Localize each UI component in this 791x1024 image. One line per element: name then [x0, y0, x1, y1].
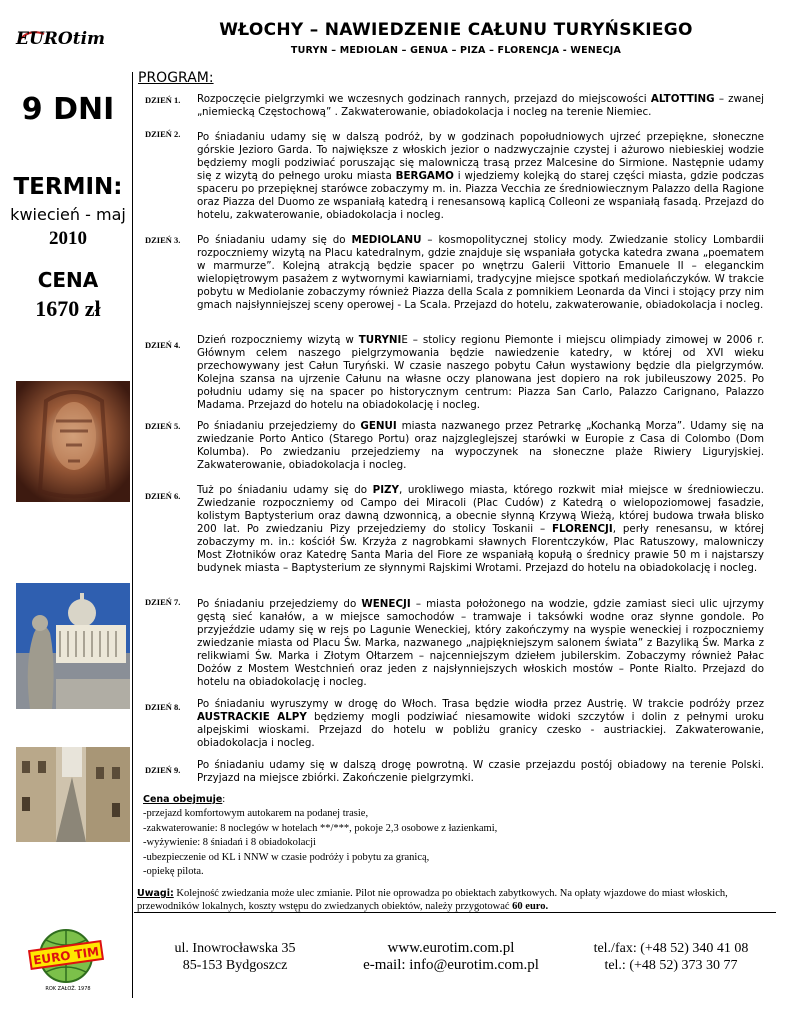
day-label: DZIEŃ 6. [145, 491, 181, 501]
notes-label: Uwagi: [137, 888, 174, 899]
page-title: WŁOCHY – NAWIEDZENIE CAŁUNU TURYŃSKIEGO [219, 20, 693, 40]
brand-logo-text: EUROtim [16, 29, 106, 49]
destination-name: GENUI [360, 420, 397, 432]
day-label: DZIEŃ 3. [145, 235, 181, 245]
includes-item: -ubezpieczenie od KL i NNW w czasie podróży i pobytu za granicą, [143, 851, 430, 863]
day-description [197, 131, 764, 222]
day-text-segment: Dzień rozpoczniemy wizytą w [197, 334, 359, 346]
day-label: DZIEŃ 7. [145, 597, 181, 607]
includes-item: -zakwaterowanie: 8 noclegów w hotelach **/***, pokoje 2,3 osobowe z łazienkami, [143, 822, 498, 834]
website-link[interactable]: www.eurotim.com.pl [387, 940, 515, 956]
day-text-segment: Tuż po śniadaniu udamy się do [197, 484, 373, 496]
day-description [197, 93, 764, 119]
day-text-segment: , perły renesansu, w której zobaczymy m. in.: kościół Św. Krzyża z nagrobkami sławnych Florentczyków, Plac Ratuszowy, malowniczy Most Złotników oraz Katedrę Santa Maria del Fiore ze wspaniałą kopułą o średnicy prawie 50 m i najstarszy budynek miasta – Baptysterium ze słynnymi Rajskimi Wrotami. Przejazd do hotelu na obiadokolację i nocleg. [197, 523, 764, 575]
destination-name: TURYNI [358, 334, 402, 346]
day-label: DZIEŃ 1. [145, 95, 181, 105]
destination-name: MEDIOLANU [351, 234, 422, 246]
day-text-segment: Po śniadaniu wyruszymy w drogę do Włoch. Trasa będzie wiodła przez Austrię. W trakcie podróży przez [197, 698, 764, 710]
price-value: 1670 zł [35, 296, 101, 321]
term-months: kwiecień - maj [10, 205, 126, 224]
day-description [197, 334, 764, 412]
phone: tel.: (+48 52) 373 30 77 [604, 958, 738, 973]
includes-item: -przejazd komfortowym autokarem na podanej trasie, [143, 808, 369, 820]
day-label: DZIEŃ 4. [145, 340, 181, 350]
contact-web [336, 940, 566, 974]
day-text-segment: Po śniadaniu przejedziemy do [197, 420, 361, 432]
includes-item: -wyżywienie: 8 śniadań i 8 obiadokolacji [143, 837, 316, 849]
destination-name: ALTOTTING [650, 93, 715, 105]
day-text-segment: Po śniadaniu udamy się w dalszą drogę powrotną. W czasie przejazdu postój obiadowy na terenie Polski. Przyjazd na miejsce zbiórki. Zakończenie pielgrzymki. [197, 759, 764, 785]
day-text-segment: , urokliwego miasta, którego rozkwit miał miejsce w średniowieczu. Zwiedzanie rozpoczniemy od Campo dei Miracoli (Plac Cudów) z Katedrą o wielopoziomowej fasadzie, kolistym Baptysterium oraz dawną dzwonnicą, a obecnie słynną Krzywą Wieżą, której budowa trwała blisko 200 lat. Po zwiedzaniu Pizy przejedziemy do stolicy Toskanii – [197, 484, 765, 536]
basilica-photo [16, 583, 130, 709]
day-text-segment: Po śniadaniu udamy się w dalszą podróż, by w godzinach popołudniowych ujrzeć przepiękne, słoneczne górskie Jezioro Garda. To największe z włoskich jezior o nadzwyczajnie czystej i ażurowo niebieskiej wodzie będziemy mogli podziwiać poruszając się malowniczą trasą przez Malcesine do Sirmione. Następnie udamy się z wizytą do pełnego uroku miasta [197, 131, 764, 183]
address [150, 940, 320, 974]
street-photo [16, 747, 130, 842]
footer-logo-sub: ROK ZAŁOŻ. 1978 [45, 986, 91, 992]
day-text-segment: Po śniadaniu udamy się do [197, 234, 352, 246]
day-text-segment: – zwanej „niemiecką Częstochową” . Zakwaterowanie, obiadokolacja i nocleg na terenie Niemiec. [197, 93, 765, 119]
day-description [197, 484, 764, 575]
phone-fax: tel./fax: (+48 52) 340 41 08 [593, 941, 749, 956]
destination-name: PIZY [372, 484, 399, 496]
shroud-photo [16, 381, 130, 502]
destination-name: FLORENCJI [551, 523, 613, 536]
price-includes-title: Cena obejmuje [143, 794, 223, 805]
day-text-segment: Rozpoczęcie pielgrzymki we wczesnych godzinach rannych, przejazd do miejscowości [197, 93, 651, 105]
price-includes: Cena obejmuje: -przejazd komfortowym autokarem na podanej trasie, -zakwaterowanie: 8 noclegów w hotelach **/***, pokoje 2,3 osobowe z łazienkami, -wyżywienie: 8 śniadań i 8 obiadokolacji -ubezpieczenie od KL i NNW w czasie podróży i pobytu za granicą, -opiekę pilota. [143, 793, 703, 879]
day-description [197, 234, 764, 312]
footer-logo [26, 926, 110, 992]
day-label: DZIEŃ 9. [145, 765, 181, 775]
price-label: CENA [37, 268, 99, 292]
destination-name: AUSTRACKIE ALPY [197, 711, 307, 724]
trip-duration: 9 DNI [21, 92, 115, 127]
route-subtitle: TURYN – MEDIOLAN – GENUA – PIZA – FLORENCJA - WENECJA [290, 45, 622, 56]
day-text-segment: E – stolicy regionu Piemonte i miejscu olimpiady zimowej w 2006 r. Głównym celem naszego pielgrzymowania będzie nawiedzenie katedry, w której od XVI wieku przechowywany jest Całun Turyński. W czasie naszego pobytu Całun wystawiony będzie dla pielgrzymów. Kolejna szansa na ujrzenie Całunu na własne oczy planowana jest dopiero na rok jubileuszowy 2025. Po południu udamy się na spacer po historycznym centrum: Piazza San Carlo, Palazzo Carignano, Palazzo Madama. Przejazd do hotelu na obiadokolację i nocleg. [197, 334, 764, 412]
day-label: DZIEŃ 8. [145, 702, 181, 712]
day-text-segment: – kosmopolitycznej stolicy mody. Zwiedzanie stolicy Lombardii rozpoczniemy wizytą na Placu katedralnym, gdzie znajduje się wspaniała gotycka katedra zwana „poematem w marmurze”. Kolejną atrakcją będzie spacer po wnętrzu Galerii Vittorio Emanuele II – eleganckim wielopiętrowym pasażem z wytwornymi kawiarniami, tradycyjne miejsce spotkań mediolańczyków. W trakcie pobytu w Mediolanie zobaczymy również Piazza della Scala z pomnikiem Leonarda da Vinci i stojący przy nim gmach najsłynniejszej sceny operowej - La Scala. Przejazd do hotelu, zakwaterowanie, obiadokolacja i nocleg. [197, 234, 764, 312]
address-line: ul. Inowrocławska 35 [174, 941, 296, 956]
day-text-segment: i wjedziemy kolejką do starej części miasta, gdzie podczas spaceru po przepięknej starówce zobaczymy m. in. Piazza Vecchia ze średniowiecznym Palazzo della Ragione oraz Piazza del Duomo ze wspaniałą katedrą i renesansową kaplicą Colleoni ze wspaniałą fasadą. Przejazd do hotelu, zakwaterowanie, obiadokolacja i nocleg. [197, 170, 764, 222]
brand-logo [14, 24, 130, 50]
destination-name: BERGAMO [395, 170, 454, 183]
term-year: 2010 [49, 228, 87, 249]
term-label: TERMIN: [13, 174, 123, 200]
notes [137, 887, 767, 913]
email-link[interactable]: e-mail: info@eurotim.com.pl [363, 957, 539, 973]
day-description [197, 698, 764, 750]
program-label: PROGRAM: [138, 70, 214, 86]
day-text-segment: będziemy mogli podziwiać niesamowite widoki szczytów i dolin z pełnymi uroku alpejskimi wioskami. Przejazd do hotelu w pobliżu granicy czesko - austriackiej. Zakwaterowanie, obiadokolacja i nocleg. [197, 711, 764, 750]
column-divider [132, 72, 133, 998]
notes-amount: 60 euro. [512, 901, 549, 912]
destination-name: WENECJI [361, 598, 411, 610]
day-description [197, 420, 764, 472]
includes-item: -opiekę pilota. [143, 866, 204, 878]
address-line: 85-153 Bydgoszcz [182, 958, 288, 973]
day-label: DZIEŃ 5. [145, 421, 181, 431]
day-text-segment: – miasta położonego na wodzie, gdzie zamiast sieci ulic ujrzymy gęstą sieć kanałów, a w miejsce samochodów – tramwaje i taksówki wodne oraz słynne gondole. Po przyjeździe udamy się w rejs po Lagunie Weneckiej, który zakończymy na wyspie weneckiej i rozpoczniemy zwiedzanie miasta od Placu Św. Marka, nazwanego „najpiękniejszym salonem świata” z Bazyliką Św. Marka z relikwiami Św. Marka i Złotym Ołtarzem – najcenniejszym dziełem jubilerskim. Zobaczymy również Pałac Dożów z Mostem Westchnień oraz jeden z najsłynniejszych włoskich mostów – Ponte Rialto. Przejazd do hotelu na obiadokolację i nocleg. [197, 598, 764, 689]
day-label: DZIEŃ 2. [145, 129, 181, 139]
day-text-segment: Po śniadaniu przejedziemy do [197, 598, 362, 610]
day-description [197, 598, 764, 689]
contact-phone [568, 940, 774, 974]
day-text-segment: miasta nazwanego przez Petrarkę „Kochanką Morza”. Udamy się na zwiedzanie Porto Antico (Starego Portu) oraz najzgleglejszej starówki w Europie z Casa di Colombo (Dom Kolumba). Po zwiedzaniu przejedziemy na wypoczynek na słoneczne plaże Riwiery Liguryjskiej. Zakwaterowanie, obiadokolacja i nocleg. [197, 420, 764, 472]
day-description [197, 759, 764, 785]
notes-text: Kolejność zwiedzania może ulec zmianie. Pilot nie oprowadza po obiektach zabytkowych. Na opłaty wjazdowe do miast włoskich, przewodników lokalnych, koszty wstępu do zwiedzanych obiektów, należy przygotować [137, 888, 728, 912]
footer-logo-text: EURO TIM [32, 944, 100, 968]
